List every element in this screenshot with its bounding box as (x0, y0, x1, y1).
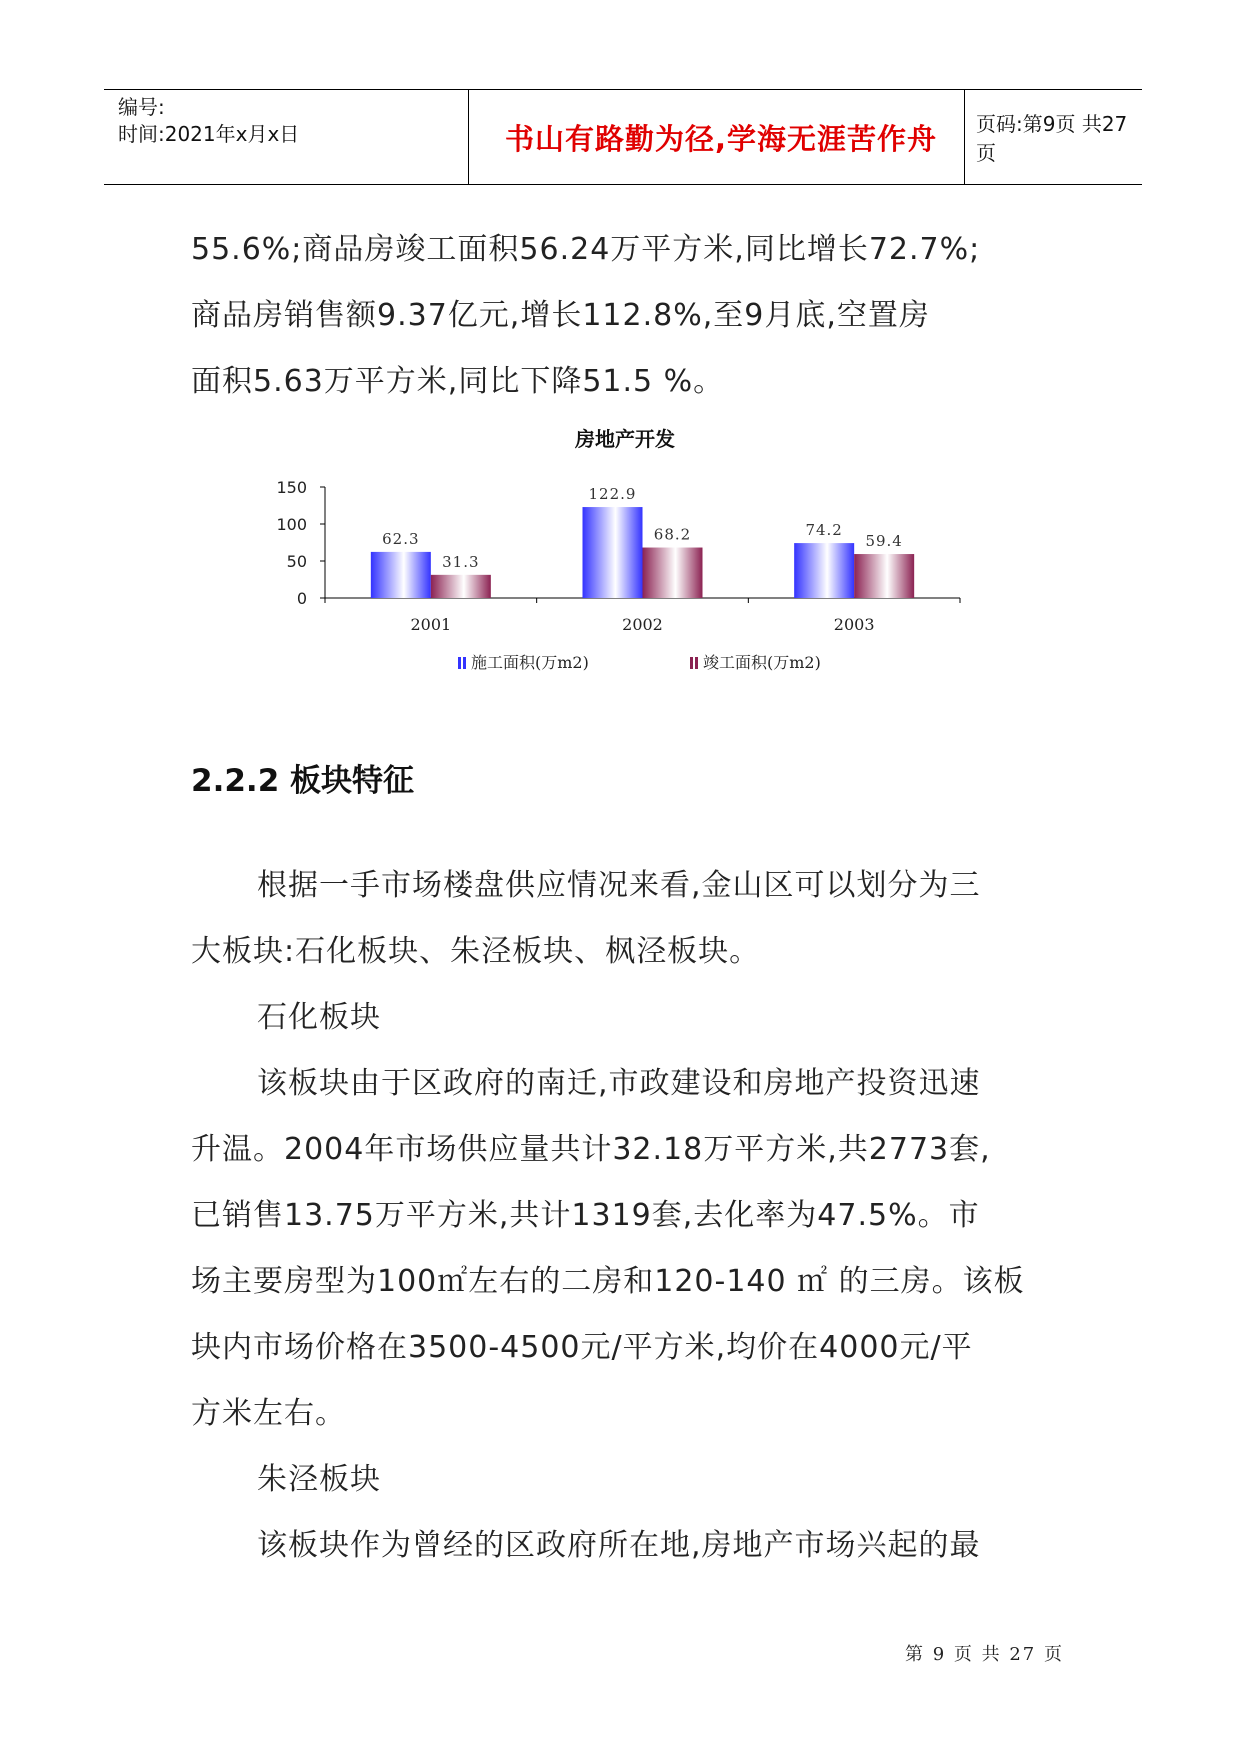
bar (643, 548, 703, 598)
header-divider-right (964, 90, 965, 184)
para3-line-2: 升温。2004年市场供应量共计32.18万平方米,共2773套, (191, 1132, 991, 1167)
y-tick-label: 50 (286, 552, 307, 571)
para1-line-1: 55.6%;商品房竣工面积56.24万平方米,同比增长72.7%; (191, 232, 981, 267)
para4-line-1: 该板块作为曾经的区政府所在地,房地产市场兴起的最 (257, 1528, 981, 1563)
bar-chart (270, 420, 990, 710)
data-label: 74.2 (805, 521, 843, 540)
para1-line-3: 面积5.63万平方米,同比下降51.5 %。 (191, 364, 725, 399)
x-tick-label: 2003 (833, 615, 875, 634)
bar (583, 507, 643, 598)
data-label: 68.2 (653, 525, 692, 544)
x-tick-label: 2001 (410, 615, 452, 634)
subheading-zhujing: 朱泾板块 (257, 1462, 381, 1497)
y-tick-label: 0 (296, 589, 307, 608)
x-tick-label: 2002 (622, 615, 663, 634)
data-label: 62.3 (382, 529, 420, 548)
legend-label: 竣工面积(万m2) (703, 653, 821, 672)
bar (854, 554, 914, 598)
subheading-shihua: 石化板块 (257, 1000, 381, 1035)
legend-label: 施工面积(万m2) (471, 653, 589, 672)
header-meta (118, 94, 299, 148)
header-number-label: 编号: (118, 95, 165, 119)
page-footer: 第 9 页 共 27 页 (905, 1644, 1064, 1665)
para1-line-2: 商品房销售额9.37亿元,增长112.8%,至9月底,空置房 (191, 298, 930, 333)
data-label: 31.3 (442, 552, 480, 571)
bar (794, 543, 854, 598)
legend-swatch (463, 657, 466, 669)
para3-line-1: 该板块由于区政府的南迁,市政建设和房地产投资迅速 (257, 1066, 981, 1101)
legend-swatch (458, 657, 461, 669)
chart-title: 房地产开发 (575, 427, 675, 451)
para2-line-1: 根据一手市场楼盘供应情况来看,金山区可以划分为三 (257, 868, 981, 903)
bar (371, 552, 431, 598)
page-header (104, 89, 1142, 185)
y-tick-label: 150 (276, 478, 307, 497)
para2-line-2: 大板块:石化板块、朱泾板块、枫泾板块。 (191, 934, 761, 969)
section-heading: 2.2.2 板块特征 (191, 763, 415, 799)
header-motto: 书山有路勤为径,学海无涯苦作舟 (504, 121, 938, 156)
header-page-label: 页码:第9页 共27页 (976, 112, 1128, 165)
data-label: 122.9 (588, 485, 637, 504)
header-time-label: 时间:2021年x月x日 (118, 122, 300, 146)
y-tick-label: 100 (276, 515, 307, 534)
data-label: 59.4 (865, 532, 903, 551)
bar-chart-svg (270, 420, 990, 710)
para3-line-6: 方米左右。 (191, 1396, 346, 1431)
para3-line-5: 块内市场价格在3500-4500元/平方米,均价在4000元/平 (191, 1330, 973, 1365)
bar (431, 575, 491, 598)
header-divider-left (468, 90, 469, 184)
legend-swatch (695, 657, 698, 669)
para3-line-4: 场主要房型为100㎡左右的二房和120-140 ㎡ 的三房。该板 (191, 1264, 1025, 1299)
legend-swatch (690, 657, 693, 669)
para3-line-3: 已销售13.75万平方米,共计1319套,去化率为47.5%。市 (191, 1198, 980, 1233)
